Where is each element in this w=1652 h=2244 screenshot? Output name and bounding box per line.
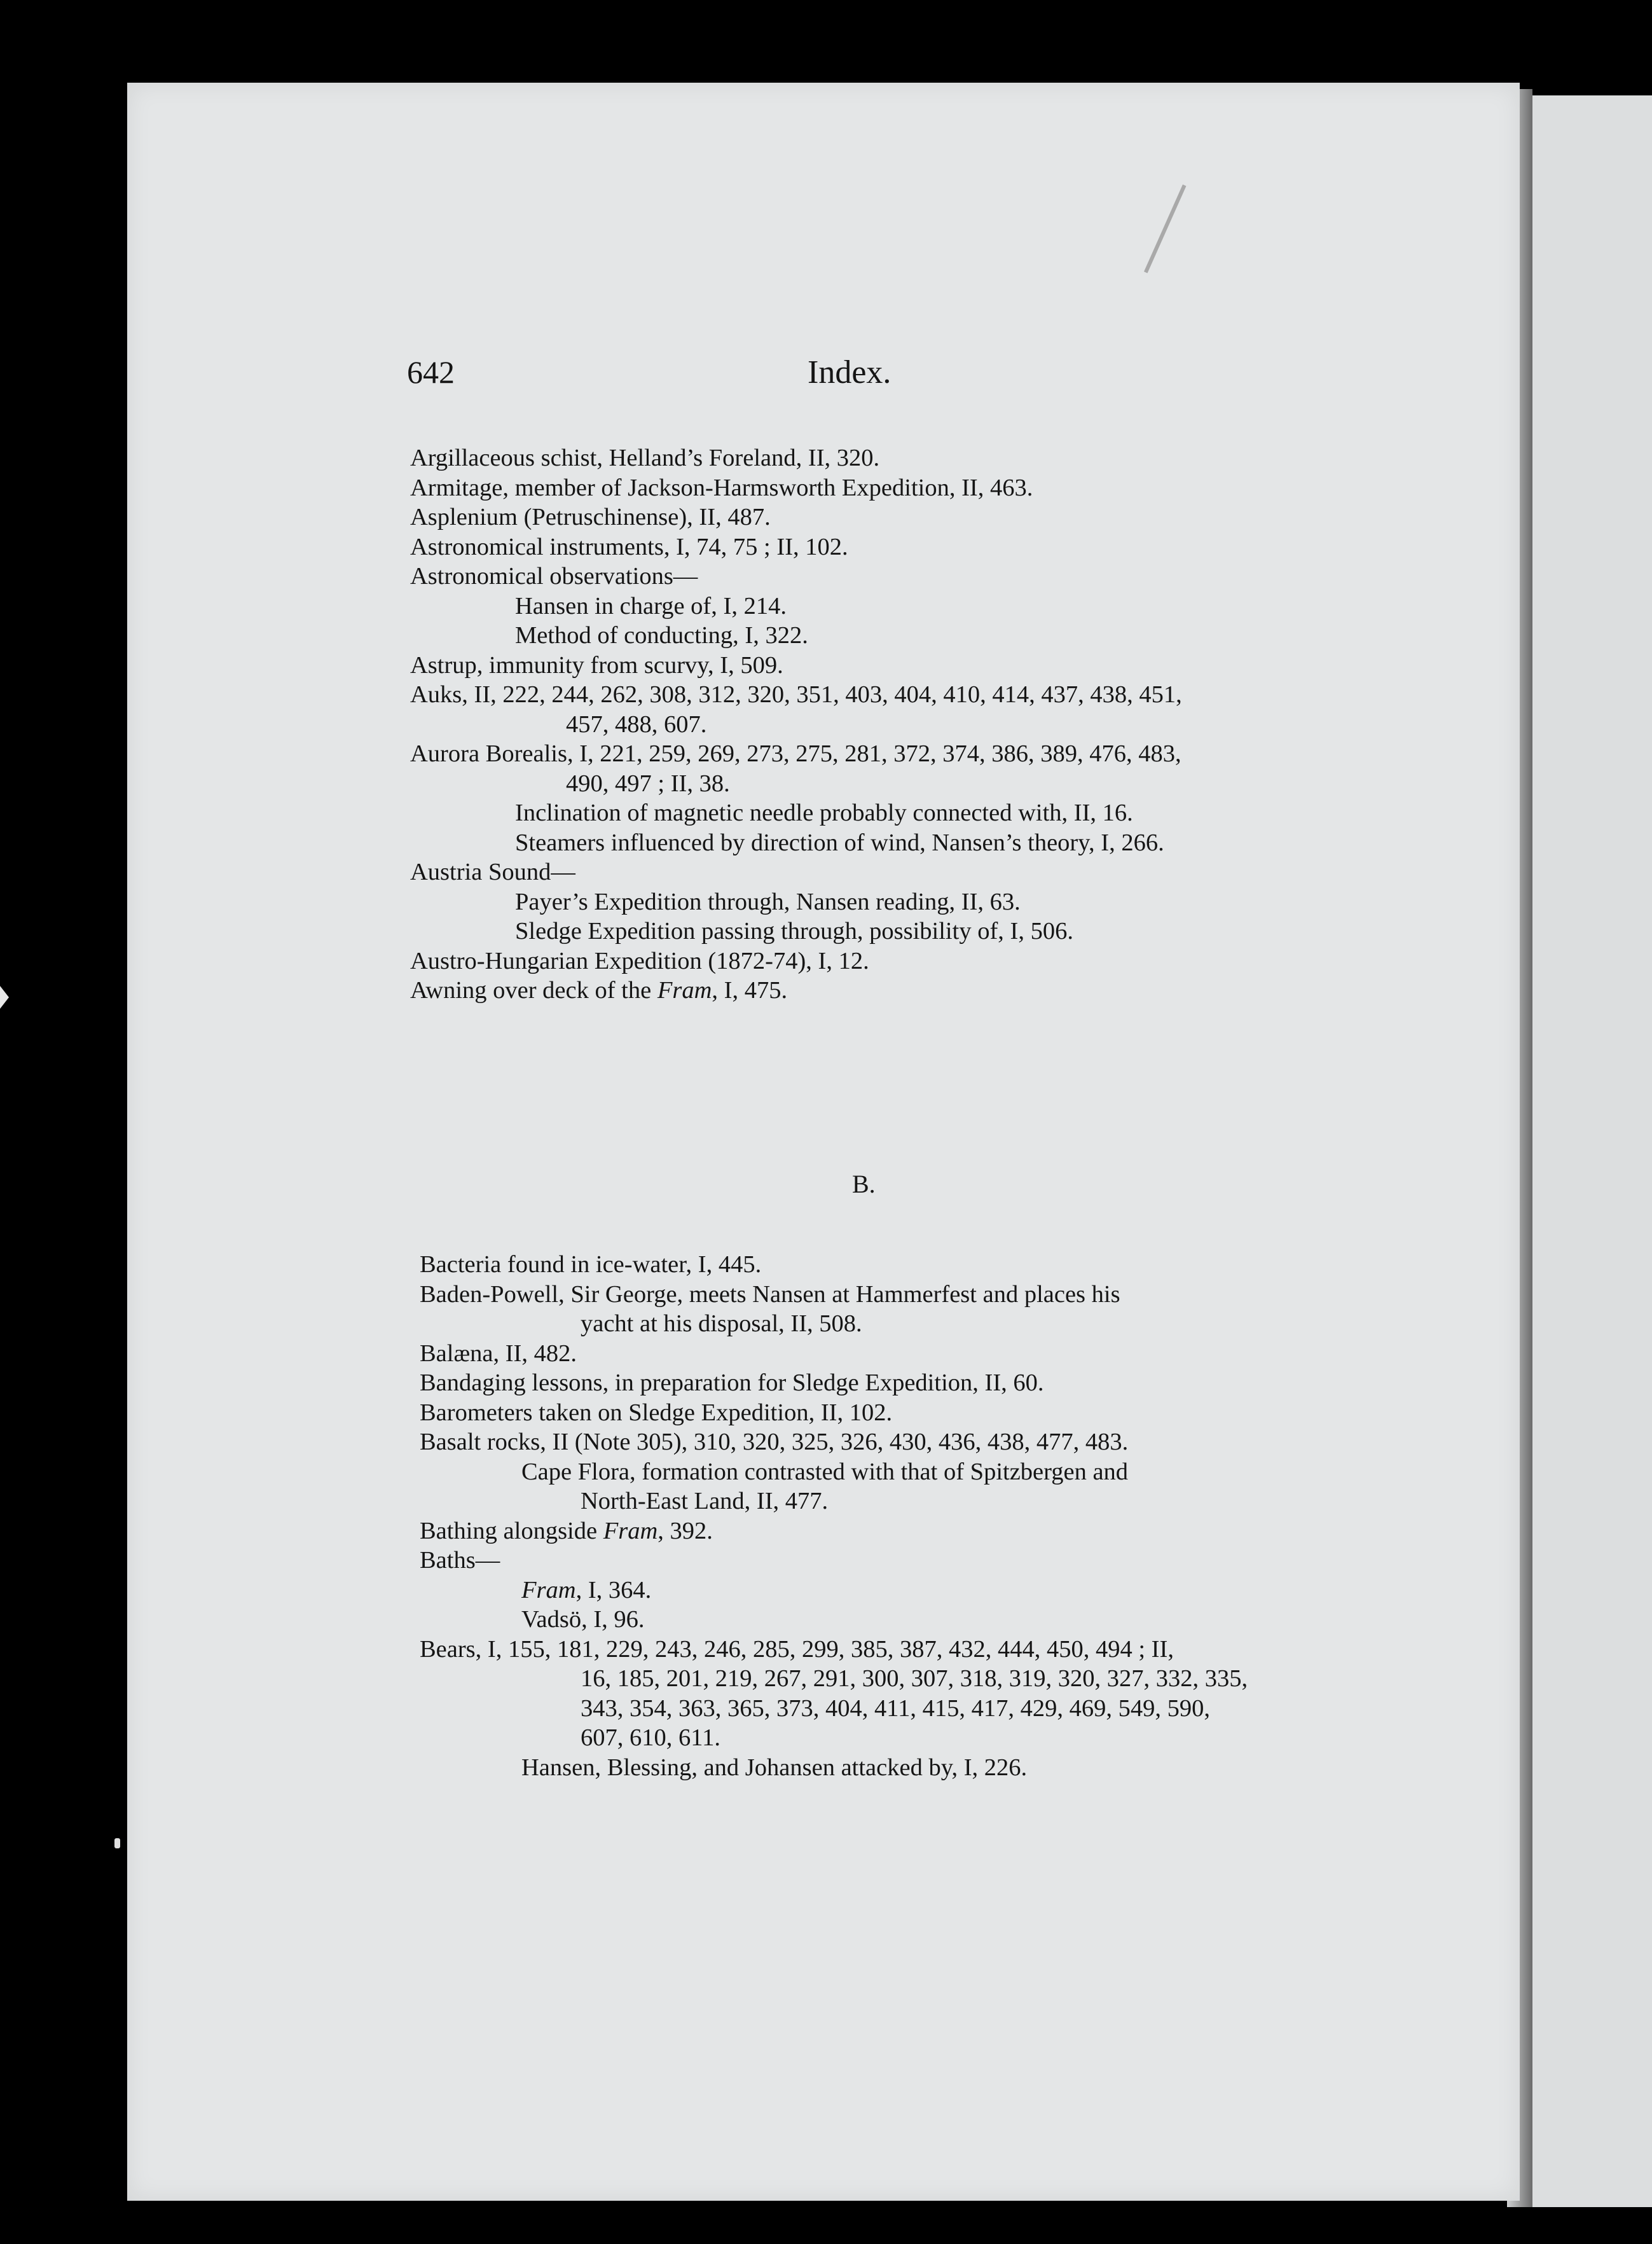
scan-artifact xyxy=(0,986,9,1009)
index-entry: Balæna, II, 482. xyxy=(420,1340,577,1367)
index-entry: Inclination of magnetic needle probably connected with, II, 16. xyxy=(515,800,1133,826)
entry-text: Bathing alongside xyxy=(420,1517,603,1544)
entry-text: , 392. xyxy=(657,1517,713,1544)
index-entry: Astronomical instruments, I, 74, 75 ; II, 102. xyxy=(410,533,848,560)
index-entry: Method of conducting, I, 322. xyxy=(515,622,808,649)
entry-text: Awning over deck of the xyxy=(410,977,657,1004)
index-entry xyxy=(410,976,1313,1006)
ship-name: Fram xyxy=(657,977,712,1004)
index-entry: Austro-Hungarian Expedition (1872-74), I, 12. xyxy=(410,947,869,974)
index-entry: Barometers taken on Sledge Expedition, II, 102. xyxy=(420,1399,893,1426)
index-entry: North-East Land, II, 477. xyxy=(581,1488,829,1514)
index-entry: 607, 610, 611. xyxy=(581,1724,720,1751)
index-entry: Armitage, member of Jackson-Harmsworth Expedition, II, 463. xyxy=(410,474,1033,501)
index-entry: 343, 354, 363, 365, 373, 404, 411, 415, 417, 429, 469, 549, 590, xyxy=(581,1694,1210,1722)
index-entry xyxy=(420,1576,1310,1605)
index-entry: yacht at his disposal, II, 508. xyxy=(581,1310,862,1337)
index-entry: Astrup, immunity from scurvy, I, 509. xyxy=(410,651,783,679)
index-section-b xyxy=(420,1250,1310,1782)
running-head: Index. xyxy=(808,354,891,391)
index-section-a xyxy=(410,443,1313,1006)
index-entry: 490, 497 ; II, 38. xyxy=(566,770,730,797)
index-entry: Asplenium (Petruschinense), II, 487. xyxy=(410,504,771,530)
index-entry xyxy=(420,1516,1310,1546)
entry-text: , I, 475. xyxy=(712,977,788,1004)
index-entry: Baden-Powell, Sir George, meets Nansen at Hammerfest and places his xyxy=(420,1280,1120,1308)
facing-page-edge xyxy=(1526,95,1652,2207)
index-entry: Bacteria found in ice-water, I, 445. xyxy=(420,1251,762,1278)
index-entry: 16, 185, 201, 219, 267, 291, 300, 307, 318, 319, 320, 327, 332, 335, xyxy=(581,1665,1248,1692)
index-entry: Hansen in charge of, I, 214. xyxy=(515,592,787,620)
index-entry: Bandaging lessons, in preparation for Sledge Expedition, II, 60. xyxy=(420,1369,1044,1396)
index-entry: Austria Sound— xyxy=(410,859,575,885)
index-entry: Cape Flora, formation contrasted with that of Spitzbergen and xyxy=(521,1458,1129,1485)
book-page xyxy=(127,83,1520,2201)
index-entry: Auks, II, 222, 244, 262, 308, 312, 320, 351, 403, 404, 410, 414, 437, 438, 451, xyxy=(410,681,1182,708)
index-entry: Payer’s Expedition through, Nansen reading, II, 63. xyxy=(515,888,1021,915)
page-number: 642 xyxy=(407,354,455,390)
index-entry: Vadsö, I, 96. xyxy=(521,1606,645,1633)
scan-artifact xyxy=(114,1838,120,1848)
ship-name: Fram xyxy=(521,1576,576,1603)
index-entry: Basalt rocks, II (Note 305), 310, 320, 325, 326, 430, 436, 438, 477, 483. xyxy=(420,1429,1129,1455)
index-entry: Baths— xyxy=(420,1547,500,1574)
ship-name: Fram xyxy=(603,1517,658,1544)
index-entry: Hansen, Blessing, and Johansen attacked by, I, 226. xyxy=(521,1754,1028,1781)
index-entry: Bears, I, 155, 181, 229, 243, 246, 285, 299, 385, 387, 432, 444, 450, 494 ; II, xyxy=(420,1635,1174,1663)
index-entry: Astronomical observations— xyxy=(410,563,698,590)
index-entry: Aurora Borealis, I, 221, 259, 269, 273, 275, 281, 372, 374, 386, 389, 476, 483, xyxy=(410,740,1181,767)
index-entry: Sledge Expedition passing through, possibility of, I, 506. xyxy=(515,918,1073,945)
index-entry: 457, 488, 607. xyxy=(566,710,707,738)
index-entry: Argillaceous schist, Helland’s Foreland, II, 320. xyxy=(410,445,880,471)
index-entry: Steamers influenced by direction of wind, Nansen’s theory, I, 266. xyxy=(515,829,1164,856)
entry-text: , I, 364. xyxy=(575,1576,652,1603)
section-letter-b: B. xyxy=(852,1170,876,1198)
